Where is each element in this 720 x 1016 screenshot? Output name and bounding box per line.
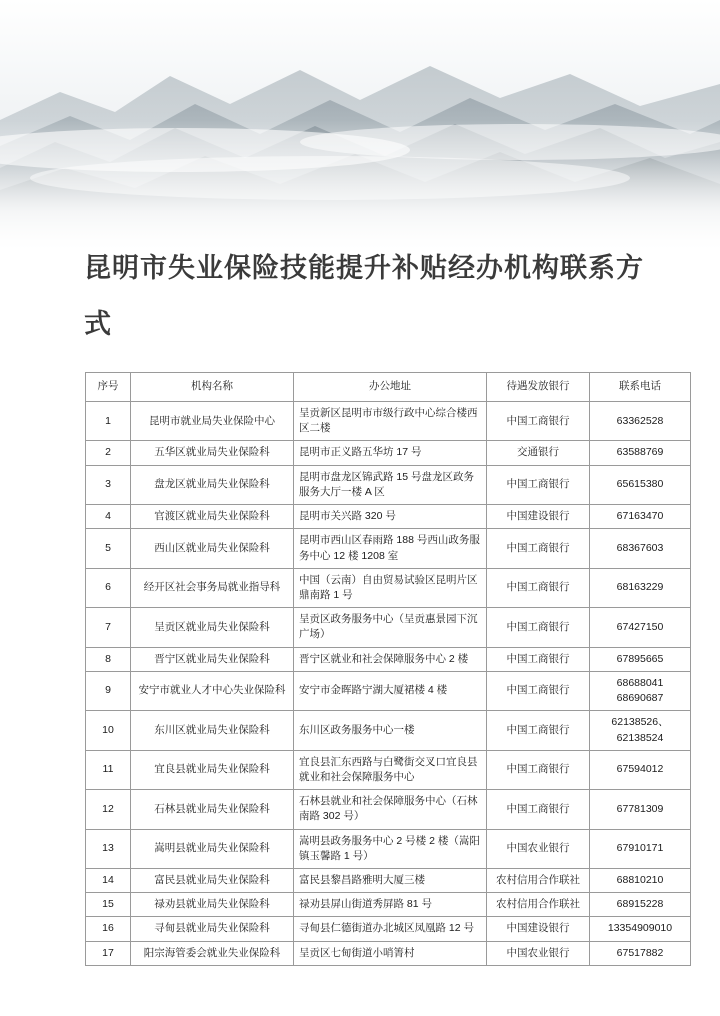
table-row bbox=[86, 869, 691, 893]
table-row bbox=[86, 893, 691, 917]
page-title: 昆明市失业保险技能提升补贴经办机构联系方式 bbox=[84, 253, 644, 339]
cell-tel: 67427150 bbox=[590, 608, 691, 647]
cell-org: 安宁市就业人才中心失业保险科 bbox=[131, 671, 294, 710]
cell-bank: 中国建设银行 bbox=[487, 505, 590, 529]
cell-address: 东川区政务服务中心一楼 bbox=[294, 711, 487, 750]
cell-tel: 67517882 bbox=[590, 941, 691, 965]
table-row bbox=[86, 790, 691, 829]
cell-index: 14 bbox=[86, 869, 131, 893]
cell-address: 昆明市西山区春雨路 188 号西山政务服务中心 12 楼 1208 室 bbox=[294, 529, 487, 568]
table-row bbox=[86, 941, 691, 965]
cell-bank: 中国工商银行 bbox=[487, 711, 590, 750]
cell-tel: 68688041 68690687 bbox=[590, 671, 691, 710]
cell-index: 13 bbox=[86, 829, 131, 868]
table-body bbox=[86, 402, 691, 966]
column-header-bank: 待遇发放银行 bbox=[487, 373, 590, 402]
cell-address: 晋宁区就业和社会保障服务中心 2 楼 bbox=[294, 647, 487, 671]
table-row bbox=[86, 441, 691, 465]
cell-org: 东川区就业局失业保险科 bbox=[131, 711, 294, 750]
cell-bank: 农村信用合作联社 bbox=[487, 893, 590, 917]
column-header-org: 机构名称 bbox=[131, 373, 294, 402]
column-header-address: 办公地址 bbox=[294, 373, 487, 402]
cell-tel: 63588769 bbox=[590, 441, 691, 465]
cell-bank: 中国工商银行 bbox=[487, 568, 590, 607]
cell-tel: 65615380 bbox=[590, 465, 691, 504]
cell-index: 5 bbox=[86, 529, 131, 568]
cell-index: 15 bbox=[86, 893, 131, 917]
cell-address: 昆明市盘龙区锦武路 15 号盘龙区政务服务大厅一楼 A 区 bbox=[294, 465, 487, 504]
cell-index: 4 bbox=[86, 505, 131, 529]
cell-address: 昆明市关兴路 320 号 bbox=[294, 505, 487, 529]
cell-index: 10 bbox=[86, 711, 131, 750]
cell-index: 9 bbox=[86, 671, 131, 710]
cell-address: 呈贡新区昆明市市级行政中心综合楼西区二楼 bbox=[294, 402, 487, 441]
cell-bank: 中国工商银行 bbox=[487, 465, 590, 504]
cell-bank: 中国工商银行 bbox=[487, 402, 590, 441]
header-mountain-illustration bbox=[0, 0, 720, 250]
table-row bbox=[86, 671, 691, 710]
table-row bbox=[86, 608, 691, 647]
cell-address: 寻甸县仁德街道办北城区凤凰路 12 号 bbox=[294, 917, 487, 941]
table-header-row bbox=[86, 373, 691, 402]
cell-bank: 中国工商银行 bbox=[487, 647, 590, 671]
cell-bank: 中国农业银行 bbox=[487, 829, 590, 868]
cell-address: 中国（云南）自由贸易试验区昆明片区鼎南路 1 号 bbox=[294, 568, 487, 607]
cell-bank: 中国工商银行 bbox=[487, 750, 590, 789]
table-row bbox=[86, 917, 691, 941]
table-row bbox=[86, 402, 691, 441]
cell-address: 宜良县汇东西路与白鹭街交叉口宜良县就业和社会保障服务中心 bbox=[294, 750, 487, 789]
cell-index: 7 bbox=[86, 608, 131, 647]
table-header bbox=[86, 373, 691, 402]
cell-tel: 67594012 bbox=[590, 750, 691, 789]
cell-address: 石林县就业和社会保障服务中心（石林南路 302 号） bbox=[294, 790, 487, 829]
cell-tel: 67781309 bbox=[590, 790, 691, 829]
cell-index: 11 bbox=[86, 750, 131, 789]
cell-org: 五华区就业局失业保险科 bbox=[131, 441, 294, 465]
cell-bank: 中国工商银行 bbox=[487, 608, 590, 647]
cell-tel: 63362528 bbox=[590, 402, 691, 441]
cell-index: 1 bbox=[86, 402, 131, 441]
cell-address: 安宁市金晖路宁湖大厦裙楼 4 楼 bbox=[294, 671, 487, 710]
table-row bbox=[86, 829, 691, 868]
cell-tel: 13354909010 bbox=[590, 917, 691, 941]
cell-bank: 中国工商银行 bbox=[487, 790, 590, 829]
cell-index: 6 bbox=[86, 568, 131, 607]
cell-bank: 中国建设银行 bbox=[487, 917, 590, 941]
cell-bank: 中国农业银行 bbox=[487, 941, 590, 965]
cell-org: 呈贡区就业局失业保险科 bbox=[131, 608, 294, 647]
cell-tel: 68163229 bbox=[590, 568, 691, 607]
cell-org: 阳宗海管委会就业失业保险科 bbox=[131, 941, 294, 965]
cell-address: 嵩明县政务服务中心 2 号楼 2 楼（嵩阳镇玉馨路 1 号） bbox=[294, 829, 487, 868]
cell-org: 禄劝县就业局失业保险科 bbox=[131, 893, 294, 917]
cell-tel: 67910171 bbox=[590, 829, 691, 868]
table-row bbox=[86, 529, 691, 568]
cell-org: 昆明市就业局失业保险中心 bbox=[131, 402, 294, 441]
cell-index: 8 bbox=[86, 647, 131, 671]
cell-address: 呈贡区七甸街道小哨箐村 bbox=[294, 941, 487, 965]
column-header-index: 序号 bbox=[86, 373, 131, 402]
cell-tel: 68810210 bbox=[590, 869, 691, 893]
contact-table bbox=[85, 372, 691, 966]
cell-address: 富民县黎昌路雅明大厦三楼 bbox=[294, 869, 487, 893]
cell-bank: 交通银行 bbox=[487, 441, 590, 465]
cell-address: 禄劝县屏山街道秀屏路 81 号 bbox=[294, 893, 487, 917]
table-row bbox=[86, 465, 691, 504]
table-row bbox=[86, 711, 691, 750]
cell-index: 12 bbox=[86, 790, 131, 829]
cell-org: 寻甸县就业局失业保险科 bbox=[131, 917, 294, 941]
table-row bbox=[86, 568, 691, 607]
cell-tel: 68367603 bbox=[590, 529, 691, 568]
contact-table-container bbox=[85, 372, 673, 966]
cell-org: 宜良县就业局失业保险科 bbox=[131, 750, 294, 789]
cell-tel: 62138526、62138524 bbox=[590, 711, 691, 750]
cell-bank: 中国工商银行 bbox=[487, 671, 590, 710]
cell-index: 2 bbox=[86, 441, 131, 465]
cell-address: 昆明市正义路五华坊 17 号 bbox=[294, 441, 487, 465]
cell-org: 富民县就业局失业保险科 bbox=[131, 869, 294, 893]
table-row bbox=[86, 750, 691, 789]
cell-org: 经开区社会事务局就业指导科 bbox=[131, 568, 294, 607]
cell-address: 呈贡区政务服务中心（呈贡惠景园下沉广场） bbox=[294, 608, 487, 647]
cell-tel: 68915228 bbox=[590, 893, 691, 917]
cell-org: 西山区就业局失业保险科 bbox=[131, 529, 294, 568]
cell-org: 盘龙区就业局失业保险科 bbox=[131, 465, 294, 504]
cell-org: 嵩明县就业局失业保险科 bbox=[131, 829, 294, 868]
table-row bbox=[86, 647, 691, 671]
cell-index: 17 bbox=[86, 941, 131, 965]
cell-org: 晋宁区就业局失业保险科 bbox=[131, 647, 294, 671]
cell-org: 石林县就业局失业保险科 bbox=[131, 790, 294, 829]
column-header-tel: 联系电话 bbox=[590, 373, 691, 402]
cell-index: 3 bbox=[86, 465, 131, 504]
cell-index: 16 bbox=[86, 917, 131, 941]
cell-tel: 67895665 bbox=[590, 647, 691, 671]
cell-org: 官渡区就业局失业保险科 bbox=[131, 505, 294, 529]
cell-bank: 中国工商银行 bbox=[487, 529, 590, 568]
cell-tel: 67163470 bbox=[590, 505, 691, 529]
table-row bbox=[86, 505, 691, 529]
cell-bank: 农村信用合作联社 bbox=[487, 869, 590, 893]
